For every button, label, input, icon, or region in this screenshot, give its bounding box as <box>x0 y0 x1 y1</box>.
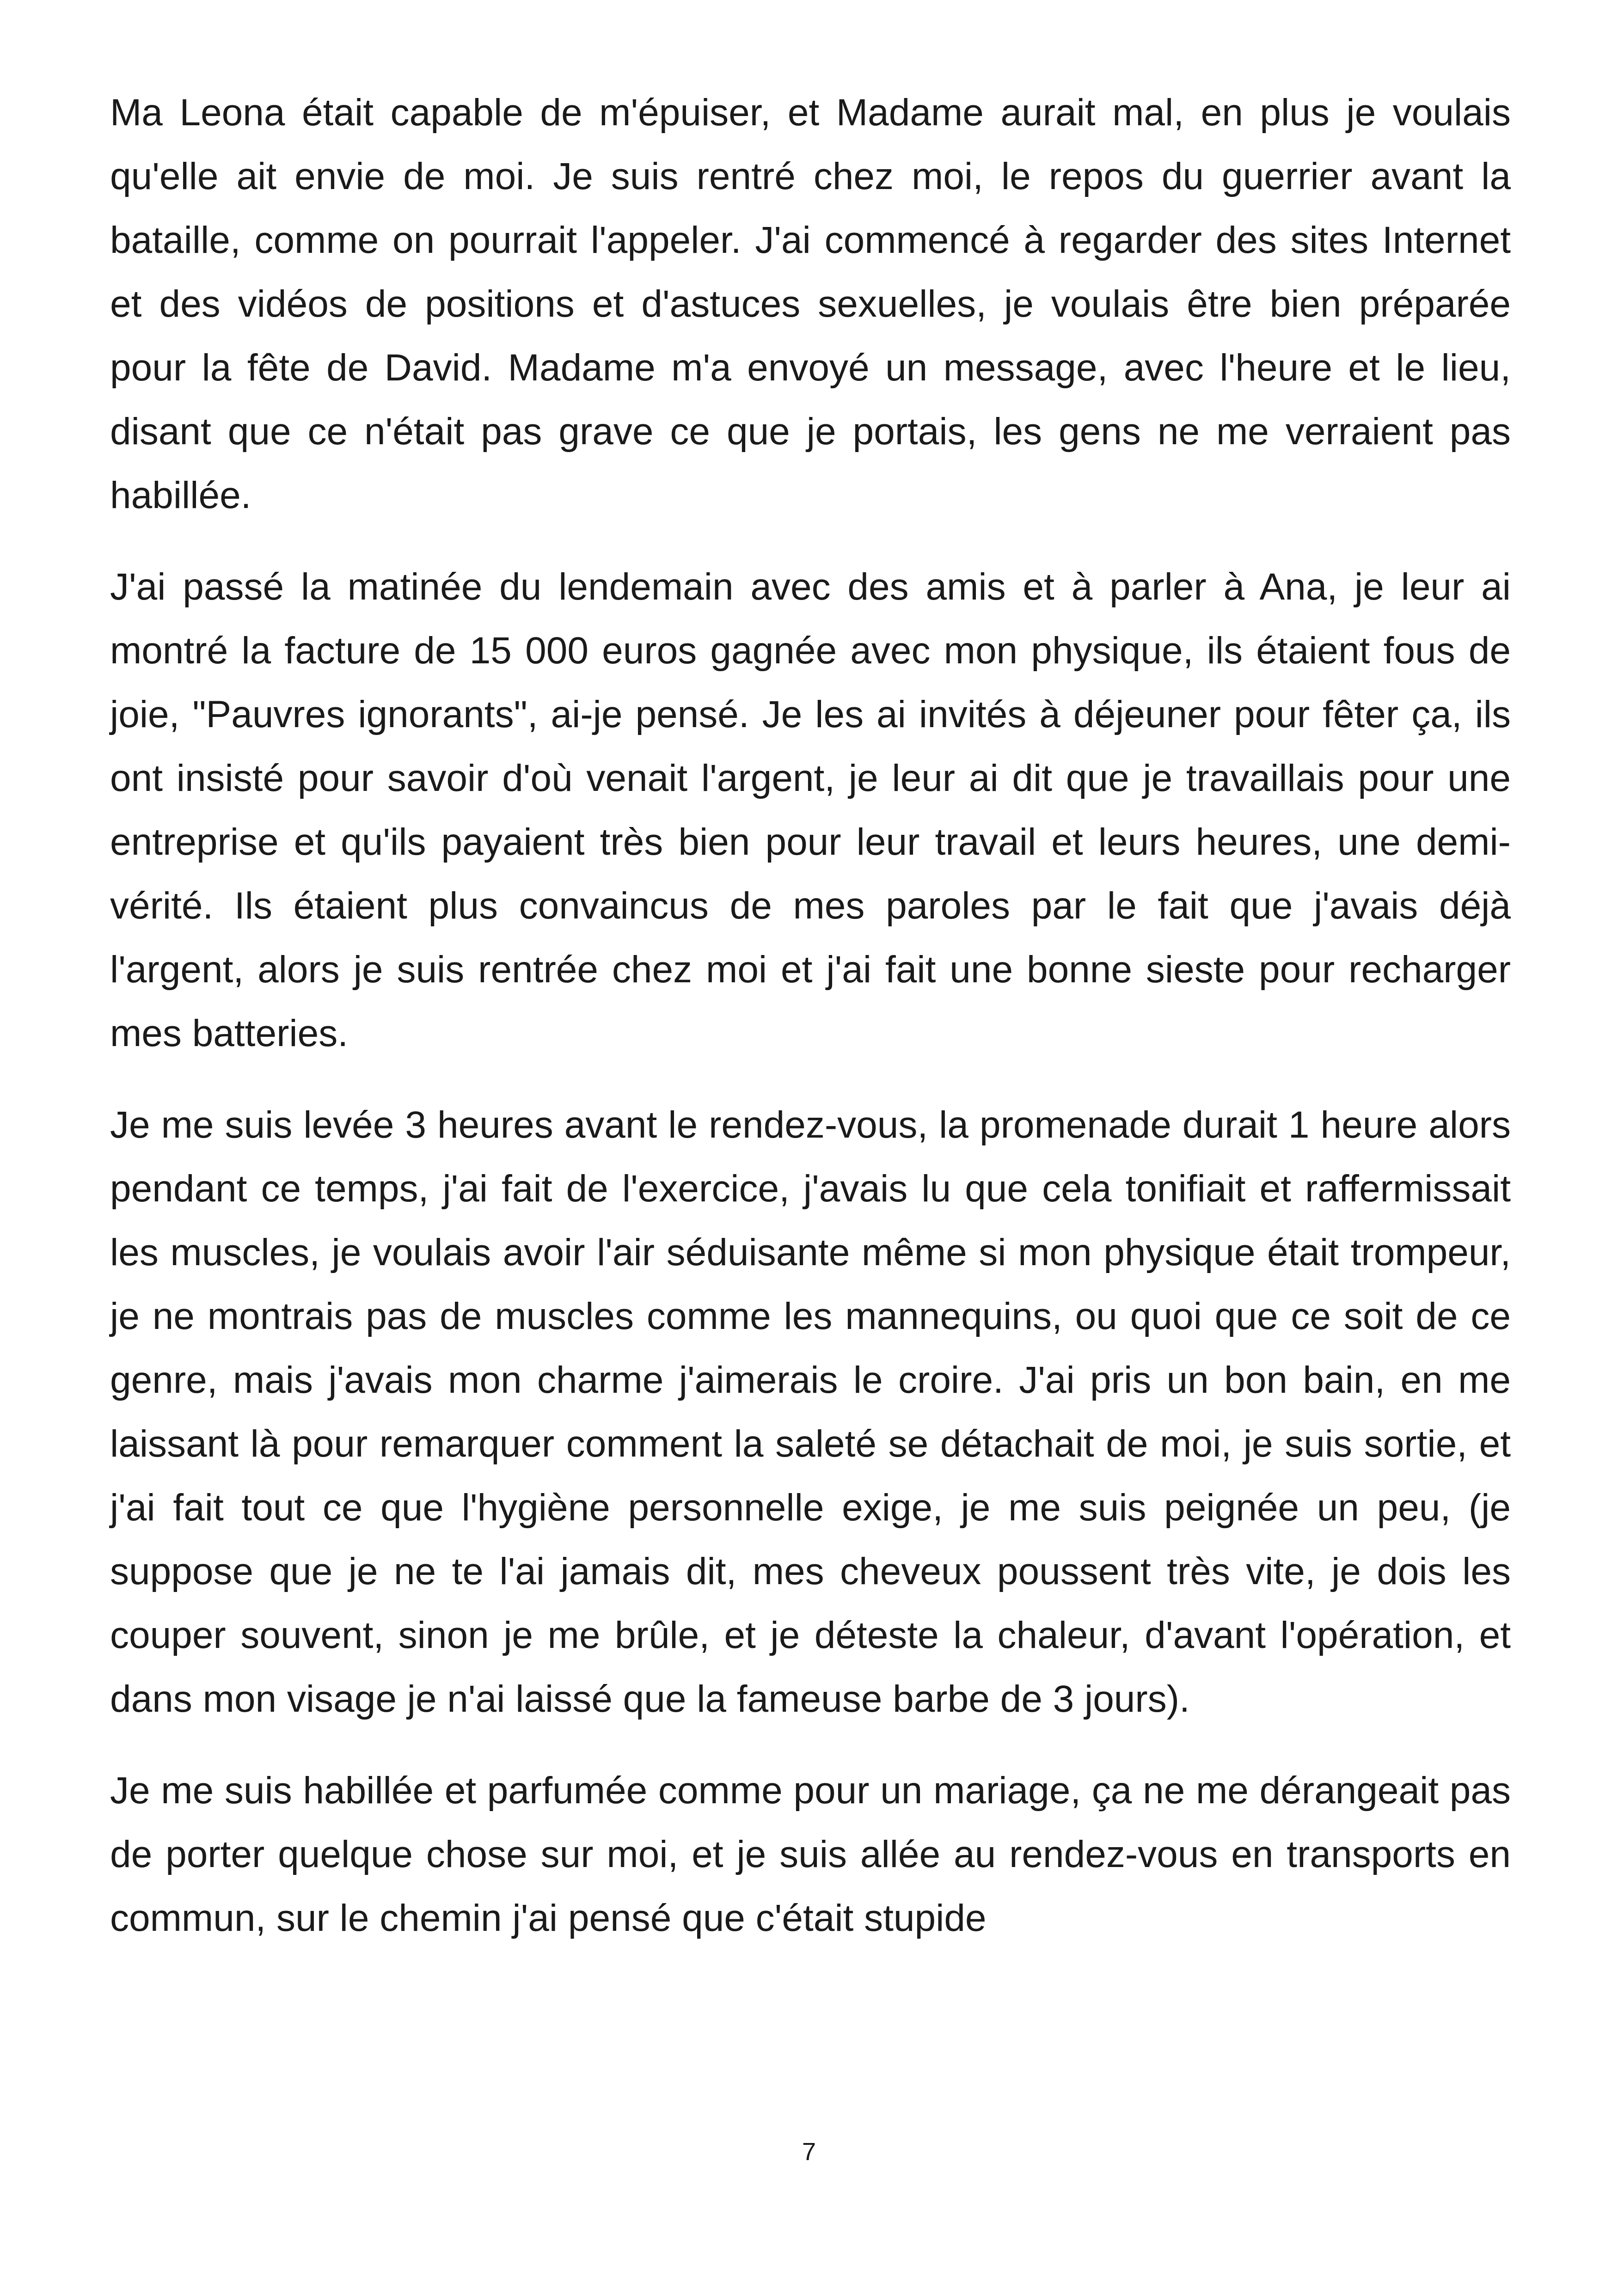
body-text <box>110 81 1511 1978</box>
paragraph-2: J'ai passé la matinée du lendemain avec des amis et à parler à Ana, je leur ai montré la facture de 15 000 euros gagnée avec mon physique, ils étaient fous de joie, "Pauvres ignorants", ai-je pensé. Je les ai invités à déjeuner pour fêter ça, ils ont insisté pour savoir d'où venait l'argent, je leur ai dit que je travaillais pour une entreprise et qu'ils payaient très bien pour leur travail et leurs heures, une demi-vérité. Ils étaient plus convaincus de mes paroles par le fait que j'avais déjà l'argent, alors je suis rentrée chez moi et j'ai fait une bonne sieste pour recharger mes batteries. <box>110 566 1511 1054</box>
paragraph-1: Ma Leona était capable de m'épuiser, et Madame aurait mal, en plus je voulais qu'elle ait envie de moi. Je suis rentré chez moi, le repos du guerrier avant la bataille, comme on pourrait l'appeler. J'ai commencé à regarder des sites Internet et des vidéos de positions et d'astuces sexuelles, je voulais être bien préparée pour la fête de David. Madame m'a envoyé un message, avec l'heure et le lieu, disant que ce n'était pas grave ce que je portais, les gens ne me verraient pas habillée. <box>110 92 1511 516</box>
paragraph-4: Je me suis habillée et parfumée comme pour un mariage, ça ne me dérangeait pas de porter quelque chose sur moi, et je suis allée au rendez-vous en transports en commun, sur le chemin j'ai pensé que c'était stupide <box>110 1769 1511 1939</box>
page-number: 7 <box>802 2138 816 2166</box>
paragraph-3: Je me suis levée 3 heures avant le rendez-vous, la promenade durait 1 heure alors pendant ce temps, j'ai fait de l'exercice, j'avais lu que cela tonifiait et raffermissait les muscles, je voulais avoir l'air séduisante même si mon physique était trompeur, je ne montrais pas de muscles comme les mannequins, ou quoi que ce soit de ce genre, mais j'avais mon charme j'aimerais le croire. J'ai pris un bon bain, en me laissant là pour remarquer comment la saleté se détachait de moi, je suis sortie, et j'ai fait tout ce que l'hygiène personnelle exige, je me suis peignée un peu, (je suppose que je ne te l'ai jamais dit, mes cheveux poussent très vite, je dois les couper souvent, sinon je me brûle, et je déteste la chaleur, d'avant l'opération, et dans mon visage je n'ai laissé que la fameuse barbe de 3 jours). <box>110 1104 1511 1720</box>
